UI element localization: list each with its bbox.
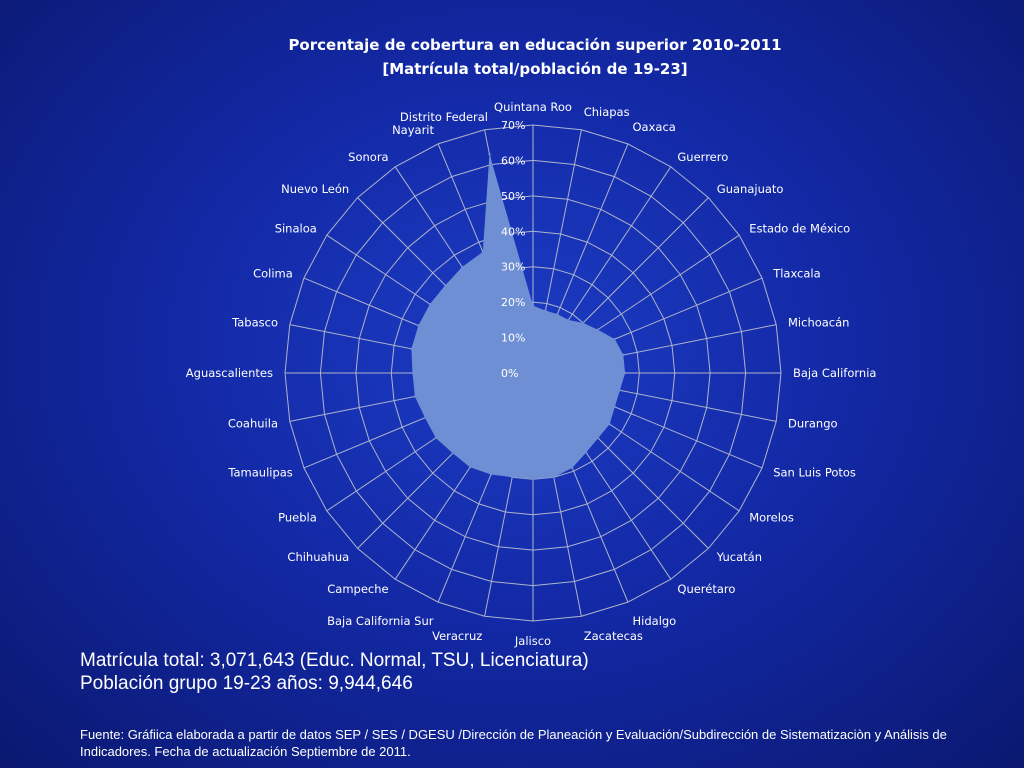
data-point (532, 478, 534, 480)
data-point (556, 313, 558, 315)
data-point (582, 322, 584, 324)
category-label: Hidalgo (632, 614, 677, 629)
data-point (511, 476, 513, 478)
data-point (567, 319, 569, 321)
category-label: Yucatán (716, 549, 763, 564)
category-label: Guerrero (677, 149, 729, 164)
category-label: Tlaxcala (773, 266, 821, 281)
data-point (482, 251, 484, 253)
chart-subtitle: [Matrícula total/población de 19-23] (382, 60, 688, 78)
category-label: Campeche (327, 582, 389, 597)
category-label: Coahuila (227, 416, 278, 431)
data-point (624, 372, 626, 374)
category-label: Oaxaca (632, 119, 676, 134)
category-label: Quintana Roo (494, 100, 572, 114)
axis-tick-label: 40% (501, 225, 526, 239)
data-point (429, 303, 431, 305)
category-label: Durango (788, 416, 838, 431)
category-label: Zacatecas (583, 629, 643, 643)
data-point (544, 309, 546, 311)
axis-tick-label: 60% (501, 154, 526, 168)
data-point (532, 305, 534, 307)
data-point (597, 437, 599, 439)
category-label: Michoacán (788, 315, 850, 330)
data-point (461, 266, 463, 268)
axis-tick-label: 30% (501, 260, 526, 274)
category-label: Chiapas (583, 105, 630, 119)
category-label: Morelos (749, 510, 794, 525)
category-label: Jalisco (514, 634, 552, 648)
category-label: Chihuahua (287, 549, 350, 564)
category-label: Puebla (278, 510, 317, 525)
category-label: Nuevo León (281, 182, 350, 197)
axis-tick-label: 20% (501, 296, 526, 310)
category-label: Guanajuato (716, 182, 784, 197)
data-point (490, 473, 492, 475)
axis-tick-label: 70% (501, 119, 526, 132)
data-point (410, 348, 412, 350)
data-point (597, 329, 599, 331)
data-point (417, 324, 419, 326)
data-point (435, 437, 437, 439)
category-label: Distrito Federal (399, 110, 488, 124)
category-label: Veracruz (432, 629, 483, 643)
data-point (614, 406, 616, 408)
population-text: Población grupo 19-23 años: 9,944,646 (80, 673, 413, 694)
category-label: Tabasco (232, 315, 278, 330)
data-point (414, 395, 416, 397)
data-point (411, 372, 413, 374)
data-point (488, 153, 490, 155)
category-label: Nayarit (392, 123, 434, 137)
data-point (622, 354, 624, 356)
category-label: Aguascalientes (185, 366, 273, 380)
category-label: Tamaulipas (228, 465, 293, 480)
category-label: Baja California (793, 366, 877, 380)
axis-tick-label: 10% (501, 331, 526, 345)
axis-tick-label: 50% (501, 189, 526, 203)
category-label: Sonora (348, 149, 389, 164)
data-point (619, 389, 621, 391)
category-label: Sinaloa (274, 221, 317, 236)
data-point (469, 466, 471, 468)
category-label: Querétaro (677, 582, 736, 597)
source-note: Fuente: Gráfiica elaborada a partir de datos SEP / SES / DGESU /Dirección de Planeación y Evaluación/Subdirección de Sistematizaciòn y Análisis de Indicadores. Fecha de actualización Septiembre de 2011. (80, 727, 947, 759)
data-point (424, 417, 426, 419)
chart-title: Porcentaje de cobertura en educación superior 2010-2011 (288, 36, 782, 54)
data-point (444, 284, 446, 286)
data-point (614, 338, 616, 340)
category-label: Estado de México (749, 221, 851, 236)
category-label: Baja California Sur (327, 614, 434, 629)
data-point (585, 451, 587, 453)
category-label: Colima (253, 266, 293, 281)
total-enrollment-text: Matrícula total: 3,071,643 (Educ. Normal, TSU, Licenciatura) (80, 650, 589, 671)
data-point (571, 467, 573, 469)
category-label: San Luis Potos (773, 465, 856, 480)
data-point (452, 452, 454, 454)
data-point (553, 476, 555, 478)
axis-tick-label: 0% (501, 367, 519, 380)
data-point (608, 423, 610, 425)
